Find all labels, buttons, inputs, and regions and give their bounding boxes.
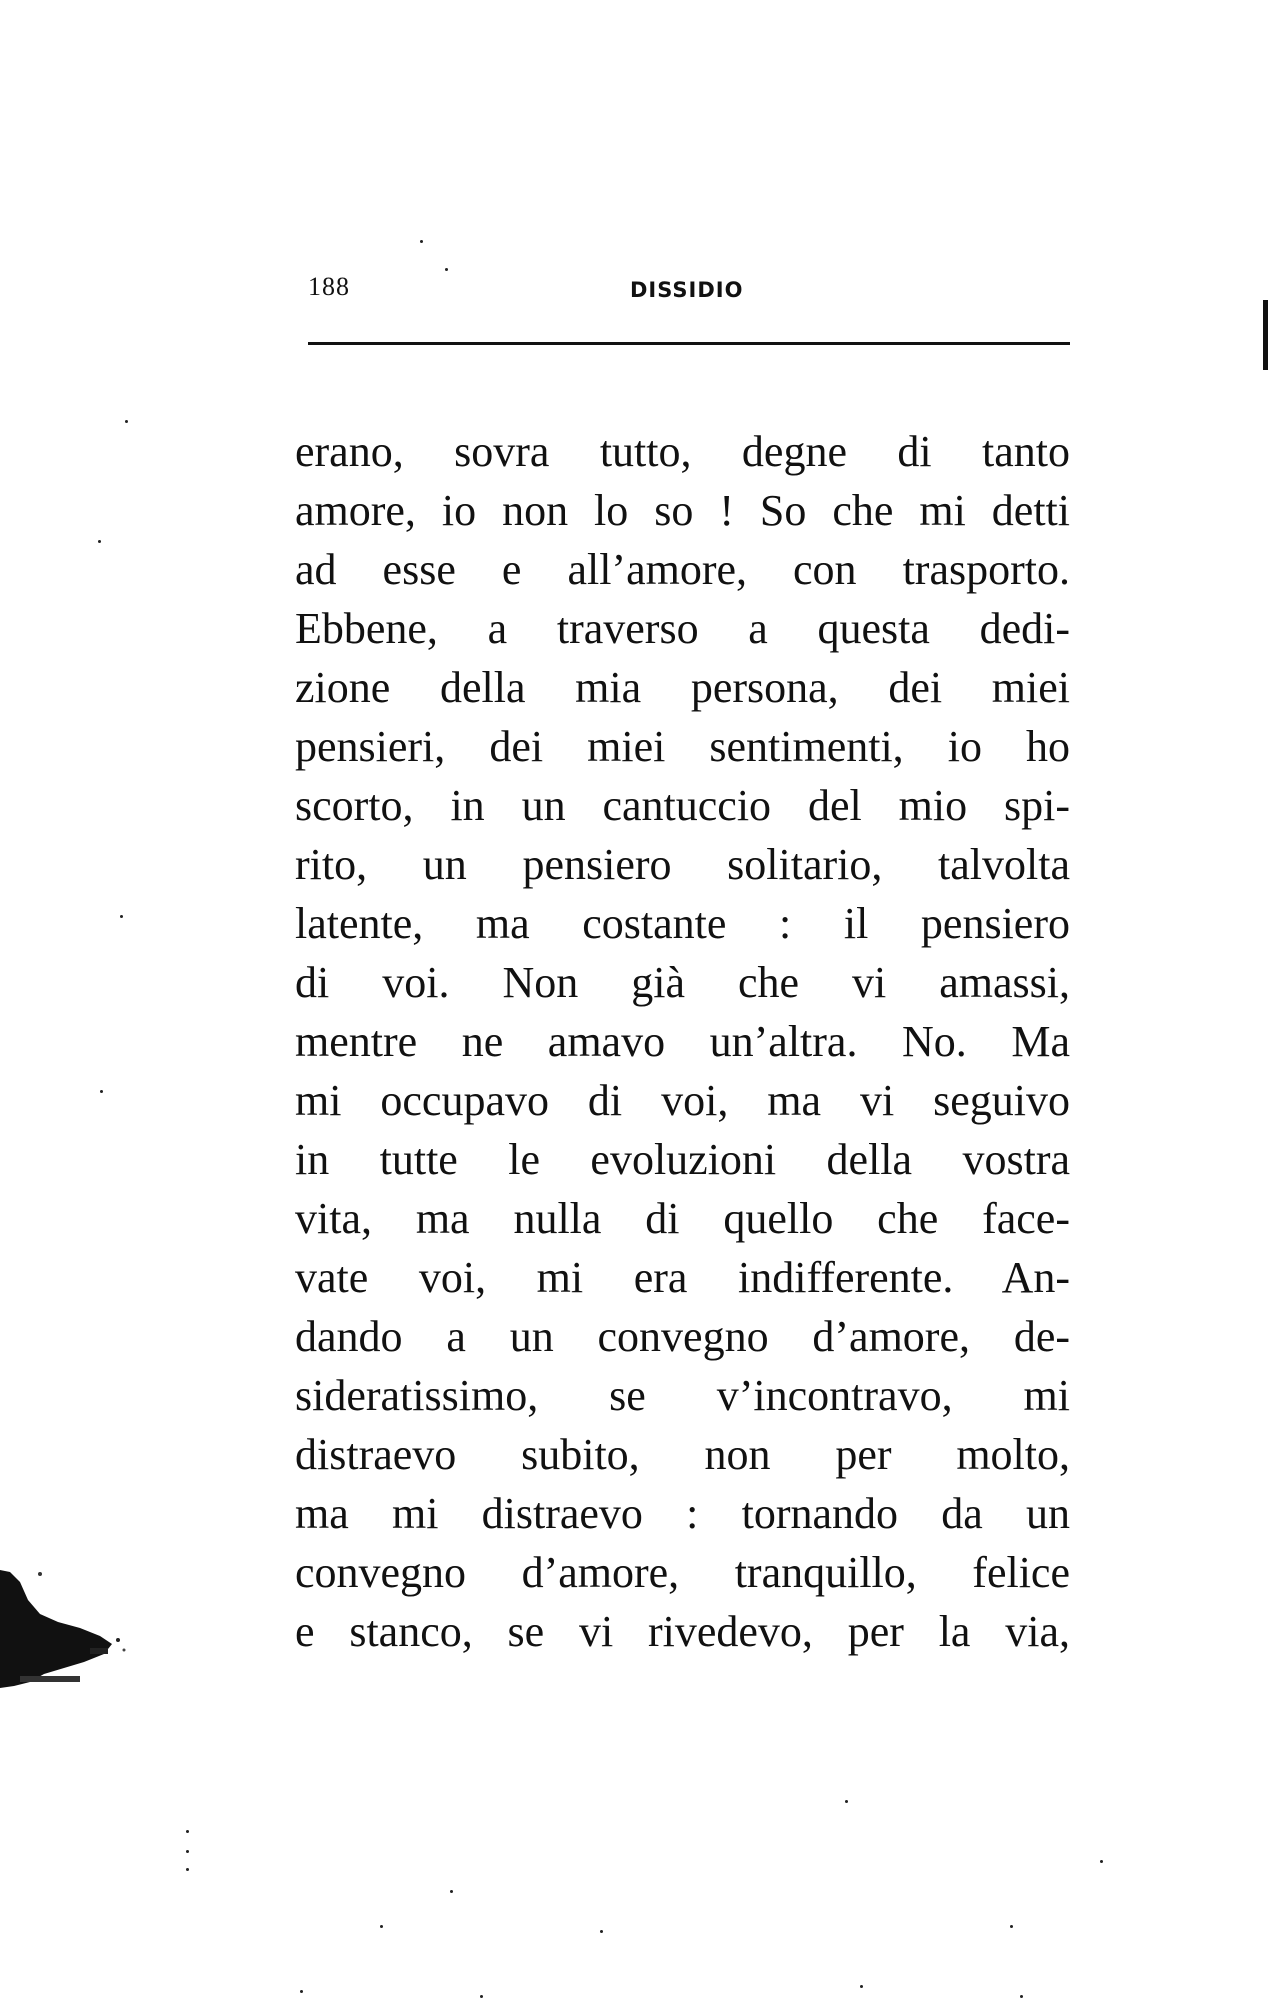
scan-speck: [300, 1990, 303, 1993]
scan-speck: [450, 1890, 453, 1893]
scan-speck: [186, 1830, 189, 1833]
scan-speck: [445, 268, 448, 271]
page-number: 188: [308, 272, 350, 301]
text-line: ad esse e all’amore, con trasporto.: [295, 545, 1070, 594]
scan-edge-mark: [1263, 300, 1268, 370]
text-line: di voi. Non già che vi amassi,: [295, 958, 1070, 1007]
scan-speck: [845, 1800, 848, 1803]
running-title: DISSIDIO: [630, 278, 744, 302]
text-line: Ebbene, a traverso a questa dedi-: [295, 604, 1070, 653]
scan-speck: [380, 1925, 383, 1928]
scan-speck: [480, 1995, 483, 1998]
text-line: mi occupavo di voi, ma vi seguivo: [295, 1076, 1070, 1125]
text-line: mentre ne amavo un’altra. No. Ma: [295, 1017, 1070, 1066]
scan-speck: [860, 1985, 863, 1988]
scan-speck: [420, 240, 423, 243]
text-line: rito, un pensiero solitario, talvolta: [295, 840, 1070, 889]
text-line: convegno d’amore, tranquillo, felice: [295, 1548, 1070, 1597]
page-header: [308, 272, 1070, 312]
text-line: pensieri, dei miei sentimenti, io ho: [295, 722, 1070, 771]
scan-speck: [1020, 1995, 1023, 1998]
text-line: scorto, in un cantuccio del mio spi-: [295, 781, 1070, 830]
text-line: zione della mia persona, dei miei: [295, 663, 1070, 712]
text-line: distraevo subito, non per molto,: [295, 1430, 1070, 1479]
header-rule: [308, 342, 1070, 345]
text-line: in tutte le evoluzioni della vostra: [295, 1135, 1070, 1184]
scan-speck: [120, 915, 123, 918]
text-line: dando a un convegno d’amore, de-: [295, 1312, 1070, 1361]
scan-ink-blot: [0, 1570, 130, 1730]
scan-speck: [1010, 1925, 1013, 1928]
scan-speck: [186, 1850, 189, 1853]
text-line: erano, sovra tutto, degne di tanto: [295, 427, 1070, 476]
scan-speck: [186, 1868, 189, 1871]
body-text: [295, 422, 1070, 1661]
text-line: amore, io non lo so ! So che mi detti: [295, 486, 1070, 535]
scan-speck: [1100, 1860, 1103, 1863]
text-line: vate voi, mi era indifferente. An-: [295, 1253, 1070, 1302]
scan-speck: [125, 420, 128, 423]
text-line: sideratissimo, se v’incontravo, mi: [295, 1371, 1070, 1420]
scan-speck: [98, 540, 101, 543]
text-line: e stanco, se vi rivedevo, per la via,: [295, 1607, 1070, 1656]
text-line: latente, ma costante : il pensiero: [295, 899, 1070, 948]
text-line: vita, ma nulla di quello che face-: [295, 1194, 1070, 1243]
scan-speck: [100, 1090, 103, 1093]
scan-speck: [600, 1930, 603, 1933]
text-line: ma mi distraevo : tornando da un: [295, 1489, 1070, 1538]
